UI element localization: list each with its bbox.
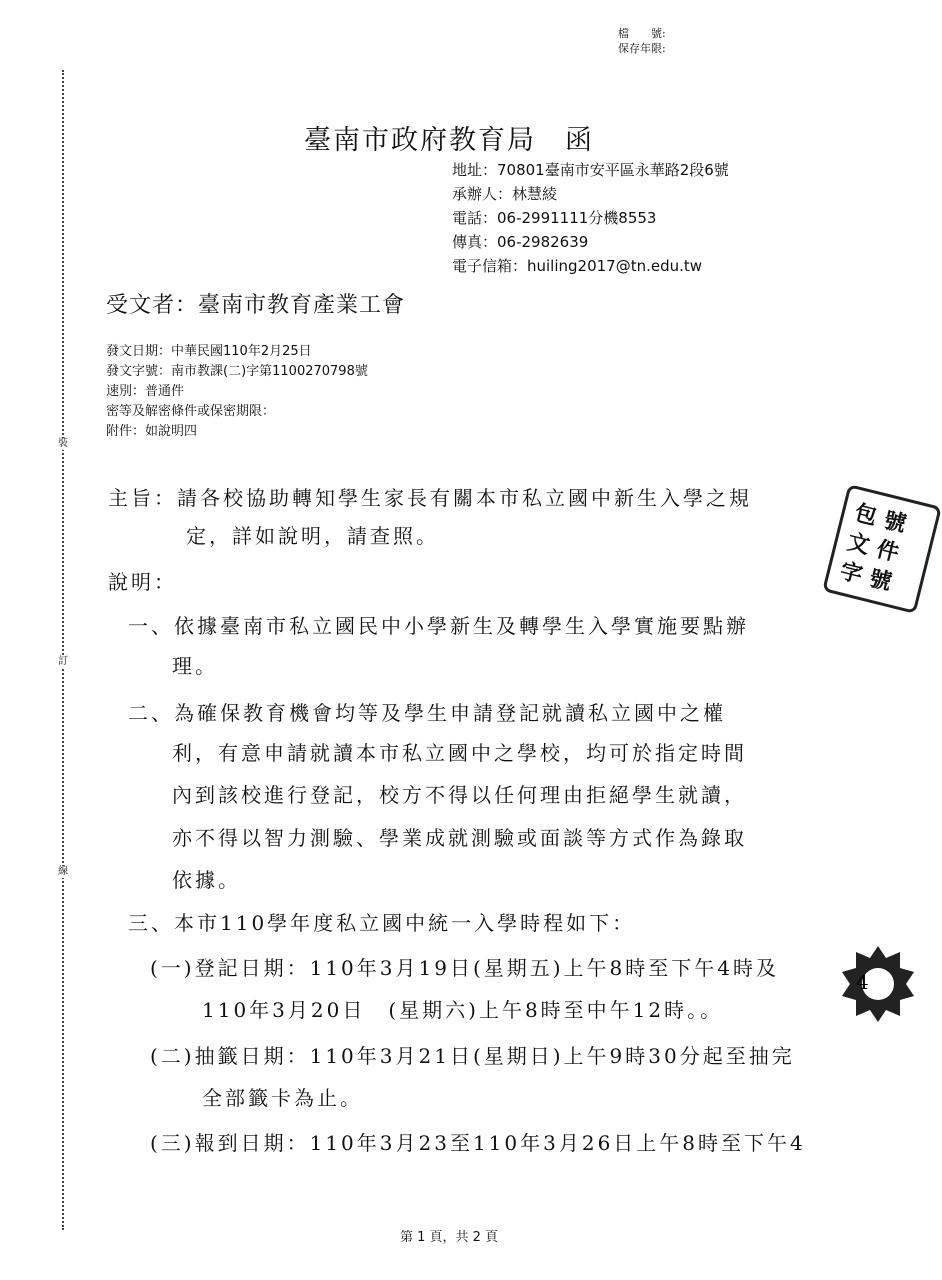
stamp-char: 文 bbox=[844, 528, 873, 560]
archive-info bbox=[618, 26, 666, 56]
receipt-stamp bbox=[822, 484, 942, 614]
archive-number-label: 檔 號: bbox=[618, 27, 666, 40]
binding-mark-fold: 裝 bbox=[58, 438, 68, 449]
contact-block bbox=[452, 158, 729, 278]
agency-title: 臺南市政府教育局 函 bbox=[304, 125, 594, 156]
contact-email: 電子信箱：huiling2017@tn.edu.tw bbox=[452, 257, 703, 275]
contact-phone: 電話：06-2991111分機8553 bbox=[452, 209, 657, 227]
contact-officer: 承辦人：林慧綾 bbox=[452, 185, 558, 203]
seal-stamp-icon bbox=[838, 944, 918, 1024]
item-2-line-4: 亦不得以智力測驗、學業成就測驗或面談等方式作為錄取 bbox=[172, 826, 747, 850]
issue-date: 發文日期：中華民國110年2月25日 bbox=[106, 344, 312, 359]
stamp-char: 包 bbox=[851, 499, 880, 531]
binding-margin-line bbox=[62, 70, 64, 1230]
seal-stamp-number: 4 bbox=[856, 970, 869, 994]
stamp-char: 號 bbox=[866, 565, 895, 596]
sub-3-line-1: (三)報到日期：110年3月23至110年3月26日上午8時至下午4 bbox=[150, 1131, 806, 1155]
item-2-line-3: 內到該校進行登記，校方不得以任何理由拒絕學生就讀， bbox=[172, 783, 747, 807]
sub-1-line-1: (一)登記日期：110年3月19日(星期五)上午8時至下午4時及 bbox=[150, 956, 780, 980]
contact-address: 地址：70801臺南市安平區永華路2段6號 bbox=[452, 161, 729, 179]
contact-fax: 傳真：06-2982639 bbox=[452, 233, 589, 251]
document-number: 發文字號：南市教課(二)字第1100270798號 bbox=[106, 364, 368, 379]
item-1-line-1: 一、依據臺南市私立國民中小學新生及轉學生入學實施要點辦 bbox=[128, 614, 749, 638]
stamp-char: 字 bbox=[837, 557, 866, 589]
sub-2-line-1: (二)抽籤日期：110年3月21日(星期日)上午9時30分起至抽完 bbox=[150, 1044, 795, 1068]
subject-line-2: 定，詳如說明，請查照。 bbox=[186, 524, 439, 548]
item-2-line-5: 依據。 bbox=[172, 868, 241, 892]
page-footer: 第 1 頁，共 2 頁 bbox=[399, 1230, 499, 1245]
item-1-line-2: 理。 bbox=[172, 654, 218, 678]
explanation-label: 說明： bbox=[108, 570, 177, 594]
retention-period-label: 保存年限: bbox=[618, 42, 666, 55]
item-2-line-1: 二、為確保教育機會均等及學生申請登記就讀私立國中之權 bbox=[128, 701, 726, 725]
confidentiality: 密等及解密條件或保密期限： bbox=[106, 404, 276, 419]
item-3-line-1: 三、本市110學年度私立國中統一入學時程如下： bbox=[128, 911, 636, 935]
binding-mark-line: 線 bbox=[58, 866, 68, 877]
document-meta bbox=[106, 342, 368, 442]
recipient: 受文者：臺南市教育產業工會 bbox=[106, 293, 406, 318]
subject-line-1: 主旨：請各校協助轉知學生家長有關本市私立國中新生入學之規 bbox=[108, 486, 752, 510]
stamp-char: 件 bbox=[873, 536, 902, 567]
item-2-line-2: 利，有意申請就讀本市私立國中之學校，均可於指定時間 bbox=[172, 741, 747, 765]
attachment: 附件：如說明四 bbox=[106, 424, 198, 439]
binding-mark-staple: 訂 bbox=[58, 656, 68, 667]
sub-1-line-2: 110年3月20日 (星期六)上午8時至中午12時。。 bbox=[202, 998, 724, 1022]
stamp-char: 號 bbox=[881, 507, 909, 538]
sub-2-line-2: 全部籤卡為止。 bbox=[202, 1086, 363, 1110]
urgency: 速別：普通件 bbox=[106, 384, 185, 399]
